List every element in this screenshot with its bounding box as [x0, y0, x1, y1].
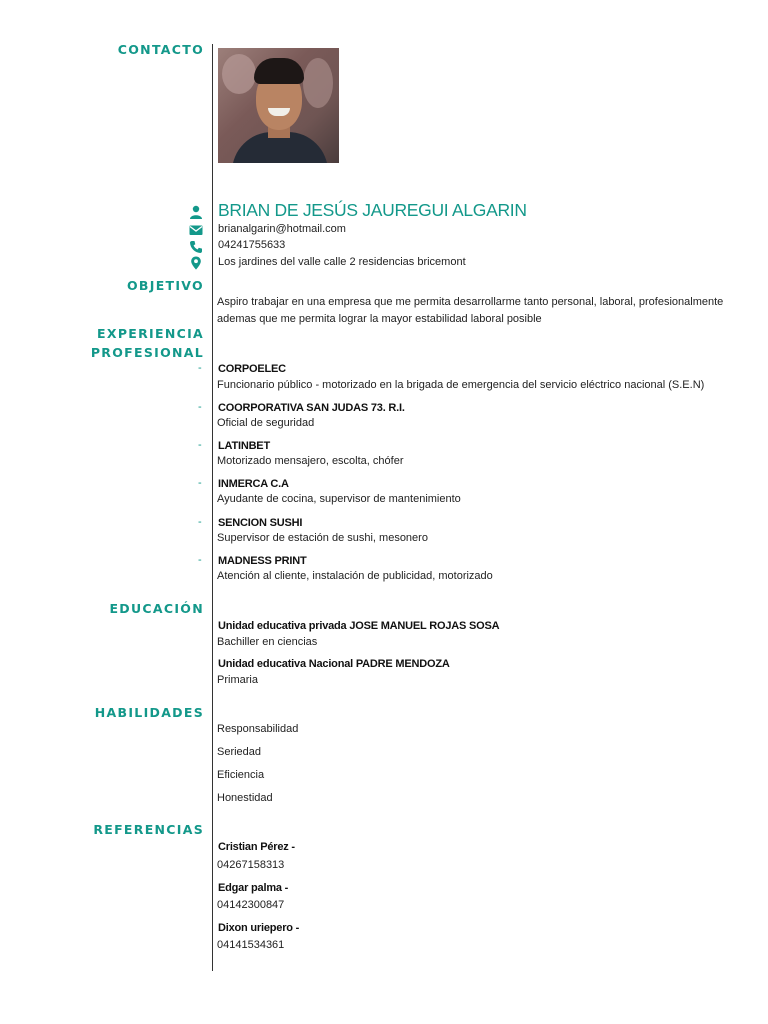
location-icon: [189, 256, 203, 270]
experience-company: MADNESS PRINT: [218, 555, 307, 567]
experience-role: Funcionario público - motorizado en la brigada de emergencia del servicio eléctrico nacional (S.E.N): [217, 379, 705, 391]
education-degree: Bachiller en ciencias: [217, 636, 318, 648]
experience-bullet: -: [198, 516, 202, 528]
section-title-skills: HABILIDADES: [94, 705, 204, 720]
section-title-experience-line1: EXPERIENCIA: [97, 326, 204, 341]
mail-icon: [189, 223, 203, 237]
experience-company: COORPORATIVA SAN JUDAS 73. R.I.: [218, 402, 405, 414]
experience-company: LATINBET: [218, 440, 270, 452]
education-school: Unidad educativa privada JOSE MANUEL ROJAS SOSA: [218, 620, 500, 632]
experience-bullet: -: [198, 477, 202, 489]
person-icon: [189, 205, 203, 219]
experience-role: Supervisor de estación de sushi, mesonero: [217, 532, 428, 544]
reference-name: Edgar palma -: [218, 882, 289, 894]
profile-photo: [218, 48, 339, 163]
experience-role: Atención al cliente, instalación de publicidad, motorizado: [217, 570, 493, 582]
skill-item: Seriedad: [217, 746, 262, 758]
address-text: Los jardines del valle calle 2 residencias bricemont: [218, 256, 466, 268]
experience-role: Oficial de seguridad: [217, 417, 315, 429]
reference-phone: 04267158313: [217, 859, 285, 871]
section-title-contact: CONTACTO: [117, 42, 204, 57]
experience-bullet: -: [198, 362, 202, 374]
experience-role: Ayudante de cocina, supervisor de mantenimiento: [217, 493, 461, 505]
section-title-experience-line2: PROFESIONAL: [90, 345, 204, 360]
experience-company: SENCION SUSHI: [218, 517, 303, 529]
experience-company: CORPOELEC: [218, 363, 286, 375]
timeline-divider: [212, 44, 213, 971]
experience-role: Motorizado mensajero, escolta, chófer: [217, 455, 404, 467]
education-school: Unidad educativa Nacional PADRE MENDOZA: [218, 658, 450, 670]
reference-name: Dixon uriepero -: [218, 922, 300, 934]
phone-icon: [189, 240, 203, 254]
skill-item: Responsabilidad: [217, 723, 299, 735]
reference-name: Cristian Pérez -: [218, 841, 295, 853]
objective-text: Aspiro trabajar en una empresa que me permita desarrollarme tanto personal, laboral, profesionalmente ademas que me permita lograr la mayor estabilidad laboral posible: [217, 296, 724, 325]
skill-item: Honestidad: [217, 792, 273, 804]
email-text: brianalgarin@hotmail.com: [218, 223, 346, 235]
experience-bullet: -: [198, 401, 202, 413]
skill-item: Eficiencia: [217, 769, 265, 781]
experience-company: INMERCA C.A: [218, 478, 289, 490]
experience-bullet: -: [198, 554, 202, 566]
section-title-objective: OBJETIVO: [126, 278, 204, 293]
section-title-references: REFERENCIAS: [93, 822, 204, 837]
education-degree: Primaria: [217, 674, 258, 686]
reference-phone: 04141534361: [217, 939, 285, 951]
candidate-name: BRIAN DE JESÚS JAUREGUI ALGARIN: [218, 200, 527, 220]
experience-bullet: -: [198, 439, 202, 451]
phone-text: 04241755633: [218, 239, 286, 251]
section-title-education: EDUCACIÓN: [109, 601, 204, 616]
reference-phone: 04142300847: [217, 899, 285, 911]
